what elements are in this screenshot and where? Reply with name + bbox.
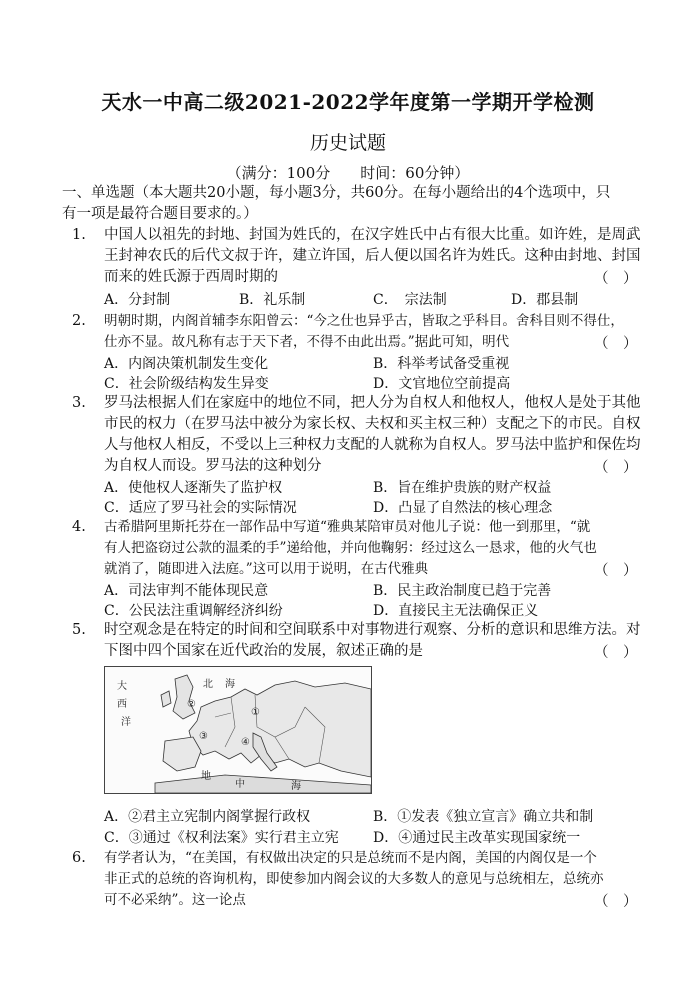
q5-option-a: A．②君主立宪制内阁掌握行政权 xyxy=(104,809,311,825)
q1-stem-line3: 而来的姓氏源于西周时期的 xyxy=(104,269,278,285)
q5-option-d: D．④通过民主改革实现国家统一 xyxy=(373,830,581,846)
q4-option-b: B．民主政治制度已趋于完善 xyxy=(373,583,552,599)
q4-option-c: C．公民法注重调解经济纠纷 xyxy=(104,603,283,619)
q3-option-b: B．旨在维护贵族的财产权益 xyxy=(373,480,552,496)
map-label-north-sea-2: 海 xyxy=(225,679,235,690)
q3-number: 3. xyxy=(72,395,86,411)
q3-stem-line4: 为自权人而设。罗马法的这种划分 xyxy=(104,458,322,474)
q1-option-a: A．分封制 xyxy=(104,292,171,308)
map-marker-2: ② xyxy=(187,699,196,710)
map-marker-1: ① xyxy=(251,707,260,718)
q1-option-c: C． 宗法制 xyxy=(373,292,447,308)
q3-option-d: D．凸显了自然法的核心理念 xyxy=(373,500,553,516)
q4-answer-blank: （ ） xyxy=(594,563,638,579)
q5-answer-blank: （ ） xyxy=(594,645,638,661)
q5-option-b: B．①发表《独立宣言》确立共和制 xyxy=(373,809,594,825)
q1-stem-line2: 王封神农氏的后代文叔于许，建立许国，后人便以国名许为姓氏。这种由封地、封国 xyxy=(104,248,641,264)
q4-stem-line3: 就消了，随即进入法庭。”这可以用于说明，在古代雅典 xyxy=(104,561,429,577)
map-marker-4: ④ xyxy=(241,737,250,748)
q6-stem-line2: 非正式的总统的咨询机构，即使参加内阁会议的大多数人的意见与总统相左，总统亦 xyxy=(104,871,604,887)
section-instruction-line1: 一、单选题（本大题共20小题，每小题3分，共60分。在每小题给出的4个选项中，只 xyxy=(62,185,611,201)
map-label-med-3: 海 xyxy=(291,781,301,792)
subject-title: 历史试题 xyxy=(309,132,386,154)
q3-answer-blank: （ ） xyxy=(594,460,638,476)
q1-number: 1. xyxy=(72,227,86,243)
q1-option-d: D．郡县制 xyxy=(511,292,579,308)
q1-stem-line1: 中国人以祖先的封地、封国为姓氏的，在汉字姓氏中占有很大比重。如许姓，是周武 xyxy=(104,227,641,243)
q6-number: 6. xyxy=(72,850,86,866)
exam-title: 天水一中高二级2021-2022学年度第一学期开学检测 xyxy=(101,90,595,114)
q5-stem-line1: 时空观念是在特定的时间和空间联系中对事物进行观察、分析的意识和思维方法。对 xyxy=(104,622,641,638)
q4-number: 4. xyxy=(72,519,86,535)
q3-option-a: A．使他权人逐渐失了监护权 xyxy=(104,480,283,496)
q2-stem-line1: 明朝时期，内阁首辅李东阳曾云：“今之仕也异乎古，皆取之乎科目。舍科目则不得仕， xyxy=(104,313,624,329)
q2-option-b: B．科举考试备受重视 xyxy=(373,356,510,372)
q1-answer-blank: （ ） xyxy=(594,271,638,287)
europe-map xyxy=(104,666,372,794)
q4-stem-line2: 有人把盗窃过公款的温柔的手”递给他，并向他鞠躬：经过这么一恳求，他的火气也 xyxy=(104,540,597,556)
q4-stem-line1: 古希腊阿里斯托芬在一部作品中写道“雅典某陪审员对他儿子说：他一到那里，“就 xyxy=(104,519,591,535)
q6-answer-blank: （ ） xyxy=(594,894,638,910)
q1-option-b: B．礼乐制 xyxy=(239,292,306,308)
map-marker-3: ③ xyxy=(199,731,208,742)
q6-stem-line1: 有学者认为，“在美国，有权做出决定的只是总统而不是内阁，美国的内阁仅是一个 xyxy=(104,850,597,866)
q5-stem-line2: 下图中四个国家在近代政治的发展，叙述正确的是 xyxy=(104,643,423,659)
q4-option-d: D．直接民主无法确保正义 xyxy=(373,603,539,619)
q3-stem-line1: 罗马法根据人们在家庭中的地位不同，把人分为自权人和他权人，他权人是处于其他 xyxy=(104,395,641,411)
q3-stem-line2: 市民的权力（在罗马法中被分为家长权、夫权和买主权三种）支配之下的市民。自权 xyxy=(104,416,641,432)
q2-option-c: C．社会阶级结构发生异变 xyxy=(104,376,269,392)
q5-number: 5. xyxy=(72,622,86,638)
q2-answer-blank: （ ） xyxy=(594,336,638,352)
europe-map-drawing xyxy=(105,667,371,793)
q4-option-a: A．司法审判不能体现民意 xyxy=(104,583,269,599)
section-instruction-line2: 有一项是最符合题目要求的。） xyxy=(62,206,258,222)
exam-meta: （满分：100分 时间：60分钟） xyxy=(226,164,470,182)
q3-option-c: C．适应了罗马社会的实际情况 xyxy=(104,500,297,516)
map-label-atlantic-1: 大 xyxy=(117,681,127,692)
map-label-med-1: 地 xyxy=(201,771,211,782)
q5-option-c: C．③通过《权利法案》实行君主立宪 xyxy=(104,830,339,846)
q6-stem-line3: 可不必采纳”。这一论点 xyxy=(104,892,246,908)
q2-number: 2. xyxy=(72,313,86,329)
q2-option-a: A．内阁决策机制发生变化 xyxy=(104,356,269,372)
map-label-med-2: 中 xyxy=(235,779,245,790)
q2-stem-line2: 仕亦不显。故凡称有志于天下者，不得不由此出焉。”据此可知，明代 xyxy=(104,334,510,350)
q2-option-d: D．文官地位空前提高 xyxy=(373,376,511,392)
map-label-atlantic-2: 西 xyxy=(117,699,127,710)
map-label-north-sea-1: 北 xyxy=(203,679,213,690)
q3-stem-line3: 人与他权人相反，不受以上三种权力支配的人就称为自权人。罗马法中监护和保佐均 xyxy=(104,437,641,453)
map-label-atlantic-3: 洋 xyxy=(121,717,131,728)
